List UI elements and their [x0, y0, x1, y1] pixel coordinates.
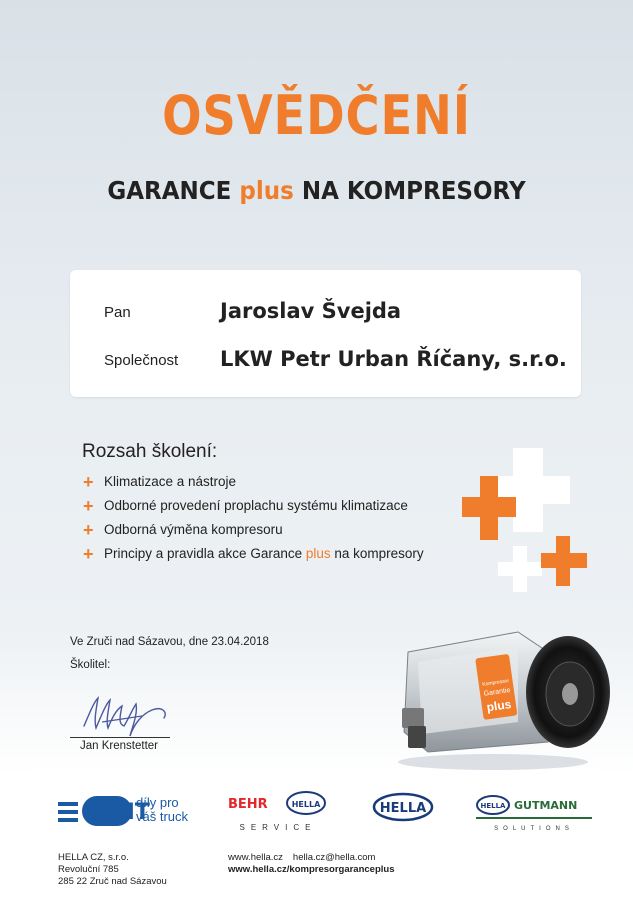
trainer-label: Školitel: — [70, 659, 111, 671]
plus-bullet-icon: + — [83, 544, 94, 564]
tag-line-1: Kompressor — [481, 678, 510, 688]
training-heading: Rozsah školení: — [82, 441, 218, 462]
emt-tagline — [136, 796, 188, 824]
subtitle-part-1: GARANCE — [107, 176, 240, 205]
recipient-box — [70, 270, 581, 397]
decorative-crosses-icon — [458, 440, 608, 600]
emt-tagline-line-2: váš truck — [136, 809, 189, 824]
website-link[interactable]: www.hella.cz — [228, 852, 283, 863]
hella-gutmann-logo — [476, 793, 592, 833]
service-text: SERVICE — [239, 823, 317, 832]
name-value: Jaroslav Švejda — [220, 299, 402, 323]
training-item-text: Odborné provedení proplachu systému klimatizace — [104, 498, 408, 513]
training-item — [82, 545, 424, 569]
place-date: Ve Zruči nad Sázavou, dne 23.04.2018 — [70, 636, 269, 648]
behr-hella-service-logo — [228, 788, 328, 834]
email-link[interactable]: hella.cz@hella.com — [292, 852, 376, 863]
company-address — [58, 852, 167, 888]
training-item-text: Klimatizace a nástroje — [104, 474, 237, 489]
name-label: Pan — [104, 304, 131, 321]
plus-bullet-icon: + — [83, 520, 94, 540]
behr-logo-text: BEHR — [228, 797, 268, 812]
emt-logo-text: EMT — [98, 800, 150, 825]
training-list — [82, 473, 424, 569]
certificate-subtitle — [25, 176, 607, 205]
training-item-plus: plus — [305, 546, 331, 561]
hella-logo-text: HELLA — [379, 801, 427, 816]
company-contact — [228, 852, 394, 876]
subtitle-part-2: NA KOMPRESORY — [293, 176, 526, 205]
signature-line — [70, 737, 170, 738]
address-company: HELLA CZ, s.r.o. — [58, 852, 129, 863]
training-item-text: Principy a pravidla akce Garance — [104, 546, 306, 561]
certificate-title: OSVĚDČENÍ — [162, 84, 471, 147]
trainer-name: Jan Krenstetter — [80, 740, 158, 752]
signature-icon — [72, 684, 182, 744]
tag-line-3: plus — [485, 697, 513, 715]
plus-bullet-icon: + — [83, 496, 94, 516]
gutmann-hella-text: HELLA — [480, 802, 506, 810]
emt-tagline-line-1: díly pro — [136, 795, 179, 810]
behr-hella-logo-text: HELLA — [291, 800, 321, 809]
address-street: Revoluční 785 — [58, 864, 119, 875]
campaign-link[interactable]: www.hella.cz/kompresorgaranceplus — [228, 864, 395, 875]
subtitle-plus: plus — [239, 176, 294, 205]
compressor-image — [398, 612, 613, 772]
training-item-text: Odborná výměna kompresoru — [104, 522, 283, 537]
company-value: LKW Petr Urban Říčany, s.r.o. — [220, 347, 567, 371]
training-item — [82, 521, 424, 545]
solutions-text: SOLUTIONS — [494, 826, 574, 832]
tag-line-2: Garantie — [483, 687, 511, 698]
gutmann-text: GUTMANN — [514, 799, 578, 812]
hella-logo — [372, 792, 434, 822]
training-item — [82, 497, 424, 521]
training-item — [82, 473, 424, 497]
plus-bullet-icon: + — [83, 472, 94, 492]
training-item-text-end: na kompresory — [330, 546, 424, 561]
company-label: Společnost — [104, 352, 179, 369]
address-city: 285 22 Zruč nad Sázavou — [58, 876, 167, 887]
